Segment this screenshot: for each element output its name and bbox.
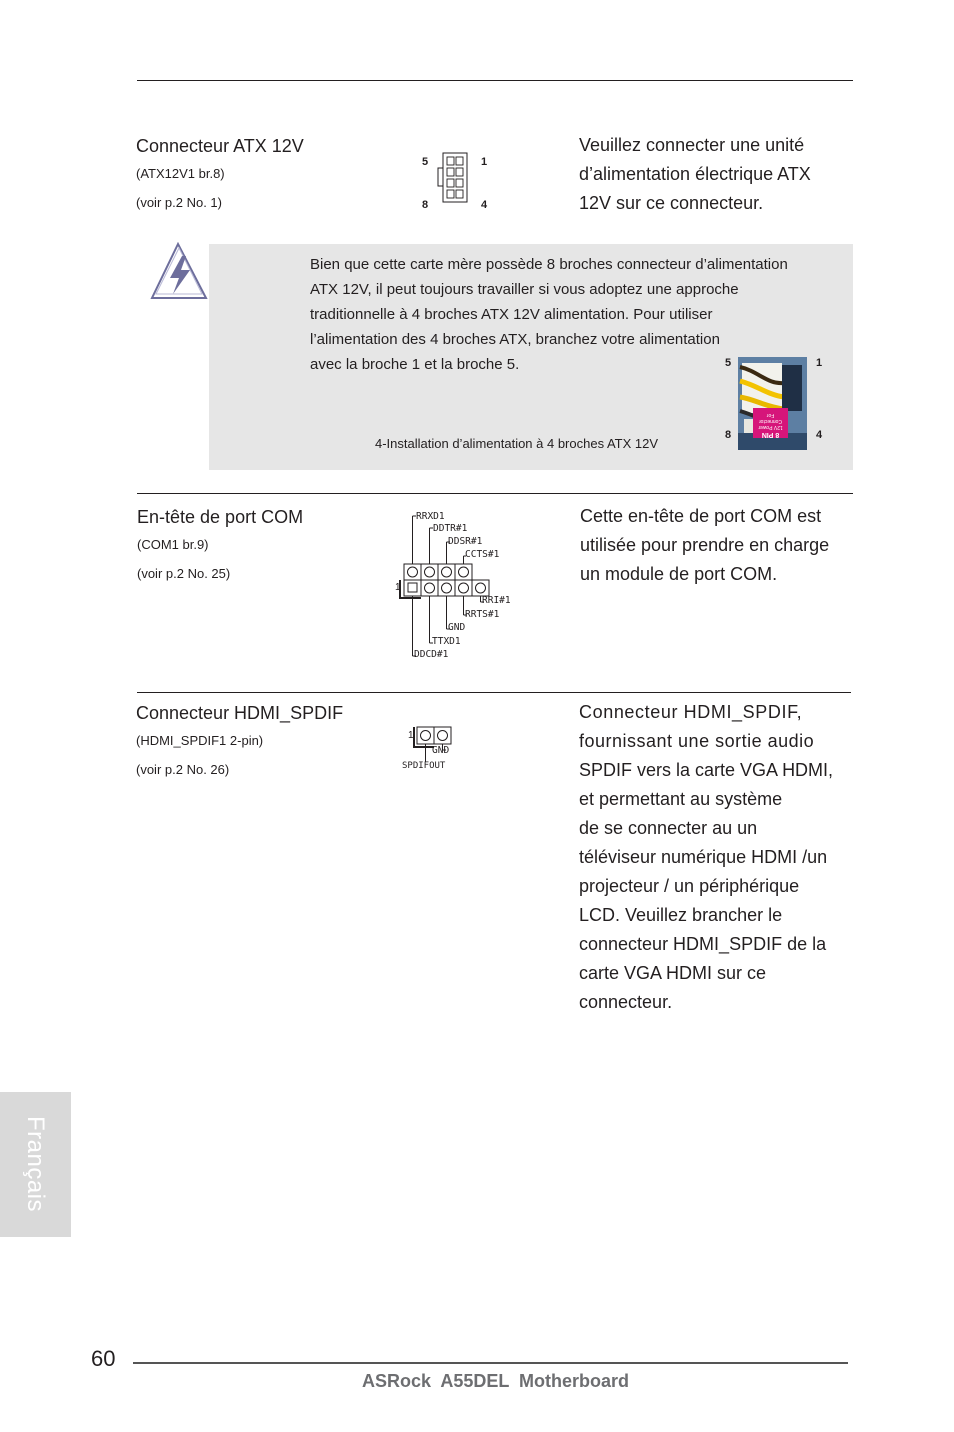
hdmi-desc-line: Connecteur HDMI_SPDIF, xyxy=(579,702,803,722)
hdmi-ref: (HDMI_SPDIF1 2-pin) xyxy=(136,733,264,748)
com-desc-line: Cette en-tête de port COM est xyxy=(580,506,822,526)
com-label-gnd: GND xyxy=(448,622,466,633)
hdmi-spdif-diagram xyxy=(400,724,470,776)
hdmi-desc-line: projecteur / un périphérique xyxy=(579,876,800,896)
hdmi-desc-line: et permettant au système xyxy=(579,789,783,809)
note-box xyxy=(209,244,853,470)
note-line: ATX 12V, il peut toujours travailler si vous adoptez une approche xyxy=(310,281,739,298)
com-rule xyxy=(137,493,853,494)
com-label-ttxd: TTXD1 xyxy=(432,636,461,647)
note-caption: 4-Installation d’alimentation à 4 broches ATX 12V xyxy=(375,436,659,451)
atx-desc-line: d’alimentation électrique ATX xyxy=(579,164,811,184)
com-label-ccts: CCTS#1 xyxy=(465,549,500,560)
com-label-rri: RRI#1 xyxy=(482,595,511,606)
atx-desc-line: Veuillez connecter une unité xyxy=(579,135,805,155)
com-label-rrxd: RRXD1 xyxy=(416,511,445,522)
atx-pin-1: 1 xyxy=(481,156,488,168)
photo-pin-5: 5 xyxy=(725,357,732,369)
hdmi-gnd-label: GND xyxy=(432,745,450,756)
top-rule xyxy=(137,80,853,81)
page-number: 60 xyxy=(91,1346,116,1371)
hdmi-pin1-label: 1 xyxy=(408,730,414,741)
pink-label-line: Connector xyxy=(758,418,783,424)
com-pin1-label: 1 xyxy=(395,582,401,593)
photo-pin-8: 8 xyxy=(725,429,732,441)
com-desc-line: un module de port COM. xyxy=(580,564,778,584)
hdmi-desc-line: connecteur. xyxy=(579,992,673,1012)
pink-label-line: For xyxy=(766,412,775,418)
footer-rule xyxy=(133,1362,848,1364)
pink-label xyxy=(753,408,788,438)
atx-ref: (ATX12V1 br.8) xyxy=(136,166,225,181)
hdmi-desc-line: LCD. Veuillez brancher le xyxy=(579,905,783,925)
atx-8pin-icon xyxy=(436,152,476,208)
note-line: avec la broche 1 et la broche 5. xyxy=(310,356,520,373)
atx-title: Connecteur ATX 12V xyxy=(136,136,304,156)
com-ref: (COM1 br.9) xyxy=(137,537,209,552)
atx-description xyxy=(579,131,859,218)
com-label-ddcd: DDCD#1 xyxy=(414,649,449,660)
com-header-diagram xyxy=(392,510,522,662)
com-desc-line: utilisée pour prendre en charge xyxy=(580,535,830,555)
language-tab xyxy=(0,1092,71,1237)
hdmi-desc-line: téléviseur numérique HDMI /un xyxy=(579,847,828,867)
hdmi-desc-line: de se connecter au un xyxy=(579,818,758,838)
atx-pin-8: 8 xyxy=(422,199,429,211)
note-line: Bien que cette carte mère possède 8 broches connecteur d’alimentation xyxy=(310,256,788,273)
note-line: traditionnelle à 4 broches ATX 12V alimentation. Pour utiliser xyxy=(310,306,713,323)
pink-label-line: 12V Power xyxy=(758,424,783,430)
atx-page-ref: (voir p.2 No. 1) xyxy=(136,195,222,210)
hdmi-title: Connecteur HDMI_SPDIF xyxy=(136,703,344,723)
atx-pin-4: 4 xyxy=(481,199,488,211)
footer-brand: ASRock A55DEL Motherboard xyxy=(362,1371,630,1391)
atx-pin-5: 5 xyxy=(422,156,429,168)
hdmi-spdifout-label: SPDIFOUT xyxy=(402,761,446,771)
connector-photo xyxy=(738,357,807,450)
hdmi-desc-line: fournissant une sortie audio xyxy=(579,731,815,751)
note-line: l’alimentation des 4 broches ATX, branchez votre alimentation xyxy=(310,331,720,348)
warning-lightning-icon xyxy=(148,242,210,300)
hdmi-desc-line: carte VGA HDMI sur ce xyxy=(579,963,767,983)
com-label-ddtr: DDTR#1 xyxy=(433,523,468,534)
atx-connector-diagram xyxy=(418,152,498,212)
photo-pin-1: 1 xyxy=(816,357,823,369)
atx-desc-line: 12V sur ce connecteur. xyxy=(579,193,764,213)
hdmi-rule xyxy=(137,692,851,693)
language-tab-label: Français xyxy=(22,1115,49,1213)
com-description xyxy=(580,502,860,589)
hdmi-desc-line: SPDIF vers la carte VGA HDMI, xyxy=(579,760,834,780)
hdmi-description xyxy=(579,698,859,1017)
com-label-ddsr: DDSR#1 xyxy=(448,536,483,547)
hdmi-desc-line: connecteur HDMI_SPDIF de la xyxy=(579,934,827,954)
hdmi-page-ref: (voir p.2 No. 26) xyxy=(136,762,230,777)
photo-pin-4: 4 xyxy=(816,429,823,441)
com-title: En-tête de port COM xyxy=(137,507,304,527)
pink-label-line: 8 PIN xyxy=(761,431,780,438)
com-page-ref: (voir p.2 No. 25) xyxy=(137,566,231,581)
com-label-rrts: RRTS#1 xyxy=(465,609,500,620)
